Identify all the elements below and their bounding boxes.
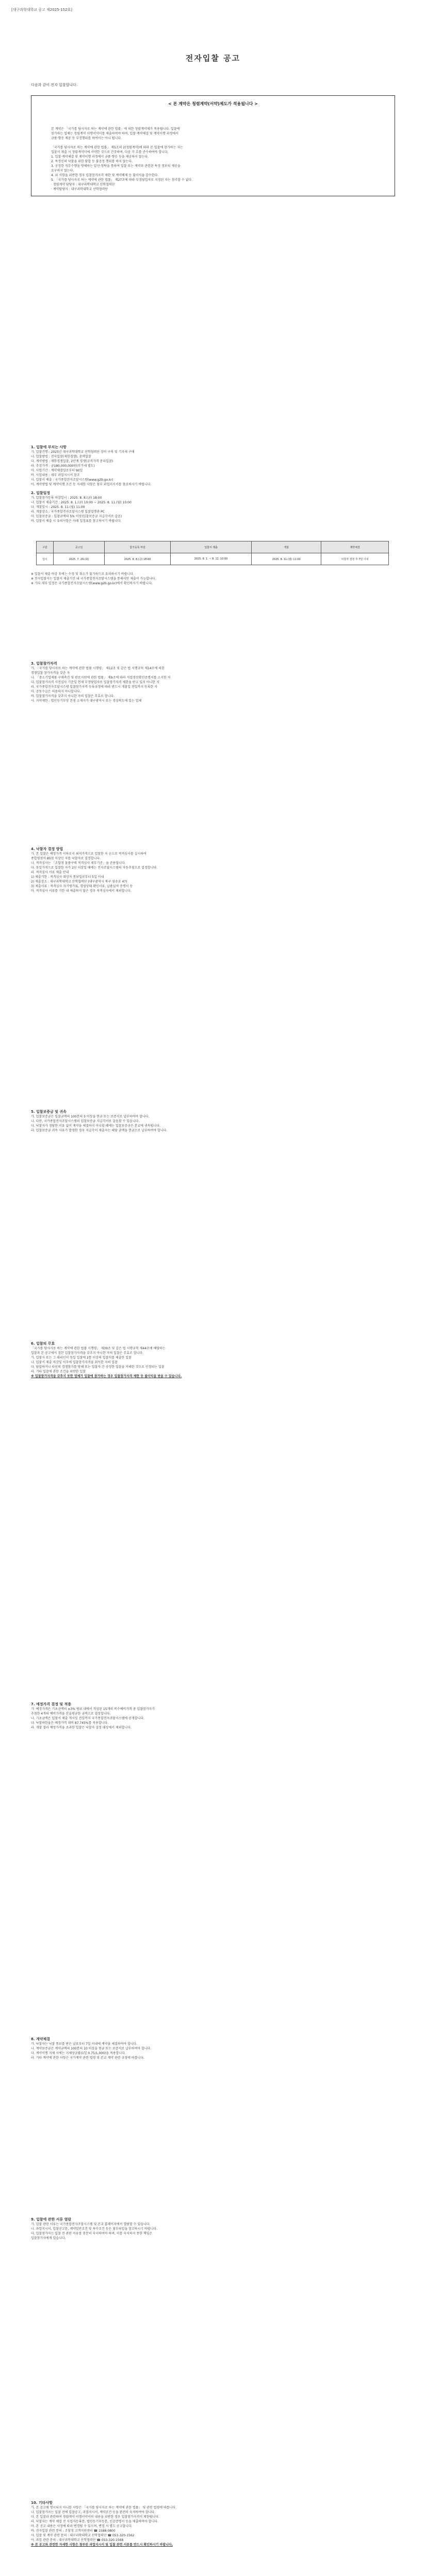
text-line: 나. 입찰방법 : 전자입찰(제한경쟁), 총액입찰 [31, 455, 91, 459]
text-line: 2) 제출장소 : 대구과학대학교 산학협력단 (대구광역시 북구 영송로 47) [31, 880, 127, 884]
text-line: 다. 계약이행 지체 시에는 지체상금률(1일 0.75/1,000)을 적용합니다. [31, 2052, 126, 2055]
text-line: ※ 전자입찰서는 입찰서 제출기간 내 국가종합전자조달시스템을 통해서만 제출이 가능합니다. [31, 577, 156, 581]
section-6-highlight: ※ 입찰참가자격을 갖추지 못한 업체가 입찰에 참가하는 경우 입찰참가자격 제한 등 불이익을 받을 수 있습니다. [31, 1375, 182, 1378]
table-row [37, 553, 389, 565]
text-line: 마. 본 공고 내용은 사정에 따라 변경될 수 있으며, 변경 시 별도 공고합니다. [31, 2524, 133, 2528]
text-line: 다. 낙찰하한율은 예정가격 대비 87.745%를 적용합니다. [31, 1721, 109, 1725]
text-line: 다. 개찰일시 : 2025. 8. 11.(월) 11:00 [31, 505, 85, 509]
text-line: 요구하지 않는다. [51, 169, 74, 173]
text-line: 다. 동일가격으로 입찰한 자가 2인 이상일 때에는 전자조달시스템의 자동추첨으로 결정합니다. [31, 866, 158, 870]
section-title: 7. 예정가격 결정 및 적용 [31, 1702, 72, 1706]
integrity-notice-box [31, 95, 395, 196]
text-line: 바. 전자입찰 관련 문의 : 조달청 고객지원센터 ☎ 1588-0800 [31, 2529, 116, 2533]
text-line: 나. 계약보증금은 계약금액의 100분의 10 이상을 현금 또는 보증서로 납부하여야 합니다. [31, 2047, 152, 2050]
text-line: 바. 입찰서 제출 시 유의사항은 아래 일정표를 참고하시기 바랍니다. [31, 519, 122, 523]
text-line: 라. 기타 계약에 관한 사항은 국가계약 관련 법령 및 본교 계약 관련 규정에 따릅니다. [31, 2056, 144, 2060]
table-cell: 2025. 8. 1. ~ 8. 11. 10:00 [171, 553, 252, 565]
text-line: 「국가를 당사자로 하는 계약에 관한 법률 시행령」 제39조 및 같은 법 시행규칙 제44조에 해당하는 [31, 1347, 166, 1350]
text-line: 5. 「국가를 당사자로 하는 계약에 관한 법률」 제27조에 따라 부정당업자로 지정된 자는 참가할 수 없다. [51, 178, 193, 182]
section-title: 5. 입찰보증금 및 귀속 [31, 1110, 67, 1114]
text-line: 나. 입찰서 제출 마감일 이후에 입찰참가자격을 취득한 자의 입찰 [31, 1361, 118, 1364]
section-title: 4. 낙찰자 결정 방법 [31, 847, 63, 851]
text-line: 추첨한 4개의 예비가격을 산술평균한 금액으로 결정합니다. [31, 1712, 111, 1716]
section-title: 2. 입찰일정 [31, 491, 51, 495]
text-line: 나. 입찰서 제출기간 : 2025. 8. 1.(금) 10:00 ~ 2025. 8. 11.(월) 10:00 [31, 501, 132, 504]
text-line: 다. 계약방법 : 제한경쟁입찰, 2단계 경쟁(규격가격 분리입찰) [31, 460, 113, 463]
text-line: 아. 과업 관련 문의 : 대구과학대학교 산학협력단 ☎ 053-320-1568 [31, 2538, 124, 2542]
table-cell: 2025. 7. 29.(화) [54, 553, 105, 565]
text-line: 사. 지역제한 : 법인등기부상 본점 소재지가 대구광역시 또는 경상북도에 있는 업체 [31, 699, 142, 703]
text-line: 라. 기타 입찰에 관한 조건을 위반한 입찰 [31, 1370, 86, 1374]
text-line: 라. 개찰장소 : 국가종합전자조달시스템 입찰집행관 PC [31, 510, 105, 514]
text-line: 가. 입찰건명 : 2025년 대구과학대학교 산학협력단 장비 구축 및 기자재 구매 [31, 450, 135, 454]
page-title: 전자입찰 공고 [185, 54, 241, 63]
text-line: 마. 입찰보증금 : 입찰금액의 5% 이상(입찰보증금 지급각서로 갈음) [31, 515, 122, 518]
text-line: 가. 입찰 관련 서류는 국가종합전자조달시스템 및 본교 홈페이지에서 열람할 수 있습니다. [31, 2223, 151, 2226]
text-line: 다. 입찰참가자는 입찰 전 관련 서류를 충분히 숙지하여야 하며, 이를 숙지하지 못한 책임은 [31, 2232, 153, 2235]
section-1 [31, 443, 395, 523]
text-line: 가. 입찰자 또는 그 대리인이 동일 입찰에 2통 이상의 입찰서를 제출한 입찰 [31, 1356, 132, 1360]
table-cell: 2025. 8. 11.(월) 11:00 [252, 553, 321, 565]
table-header-cell: 구분 [37, 541, 54, 553]
section-lines [31, 450, 395, 487]
section-3 [31, 659, 395, 703]
section-lines [31, 2042, 395, 2060]
text-line: 바. 사업내용 : 세부 과업지시서 참조 [31, 473, 80, 477]
text-line: 1. 입찰·계약체결 및 계약이행 과정에서 금품·향응 등을 제공하지 않는다. [51, 155, 149, 159]
table-header-cell: 공고일 [54, 541, 105, 553]
table-cell: 일시 [37, 553, 54, 565]
section-9 [31, 2215, 395, 2241]
text-line: 2. 특정인의 낙찰을 위한 담합 등 불공정 행위를 하지 않는다. [51, 160, 133, 163]
text-line: · 청렴계약 담당자 : 대구과학대학교 산학협력단 [51, 183, 115, 187]
text-line: 가. 낙찰자는 낙찰 통보를 받은 날로부터 7일 이내에 계약을 체결하여야 합니다. [31, 2042, 138, 2046]
section-6 [31, 1340, 395, 1379]
text-line: 마. 적격심사 서류를 기한 내 제출하지 않은 경우 적격심사에서 제외합니다. [31, 889, 132, 893]
text-line: 다. 담합하거나 타인의 경쟁참가를 방해 또는 입찰자 간 공정한 입찰을 저해한 것으로 인정되는 입찰 [31, 1365, 165, 1369]
text-line: 사. 입찰 및 계약 관련 문의 : 대구과학대학교 산학협력단 ☎ 053-320-1562 [31, 2534, 135, 2537]
section-10-highlight: ※ 본 공고와 관련한 자세한 사항은 첨부된 과업지시서 및 입찰 관련 서류를 반드시 확인하시기 바랍니다. [31, 2543, 173, 2547]
text-line: 라. 개찰 결과 예정가격을 초과한 입찰은 낙찰자 결정 대상에서 제외합니다. [31, 1726, 132, 1730]
section-7 [31, 1700, 395, 1730]
doc-number: [대구과학대학교 공고 제2025-152호] [11, 8, 72, 12]
text-line: ※ 입찰서 제출 마감 후에는 수정 및 취소가 불가하므로 유의하시기 바랍니다. [31, 572, 134, 576]
text-line: 「국가를 당사자로 하는 계약에 관한 법률」 제5조의 2(청렴계약)에 따라 본 입찰에 참가하는 자는 [51, 146, 183, 149]
text-line: 가. 「국가를 당사자로 하는 계약에 관한 법률 시행령」 제12조 및 같은 법 시행규칙 제14조에 의한 [31, 667, 165, 670]
table-cell: 2025. 8. 8.(금) 18:00 [105, 553, 171, 565]
text-line: 라. 낙찰자는 계약 체결 전 사업자등록증, 법인등기부등본, 인감증명서 등을 제출하여야 합니다. [31, 2520, 158, 2523]
text-line: 바. 입찰참가자격을 갖추지 아니한 자의 입찰은 무효로 합니다. [31, 694, 115, 698]
section-8 [31, 2035, 395, 2060]
text-line: 가. 입찰보증금은 입찰금액의 100분의 5 이상을 현금 또는 보증서로 납부하여야 합니다. [31, 1115, 150, 1118]
table-header-cell: 입찰서 제출 [171, 541, 252, 553]
text-line: 나. 적격심사는 「조달청 물품구매 적격심사 세부기준」을 준용합니다. [31, 861, 126, 865]
section-lines [31, 496, 395, 523]
notice-lines [51, 127, 376, 192]
text-line: 4. 위 사항을 위반한 경우 입찰참가자격 제한 및 계약해제 등 불이익을 감수한다. [51, 174, 159, 177]
section-lines [31, 852, 395, 893]
text-line: 금품·향응 제공 등 부정행위를 하여서는 아니 됩니다. [51, 137, 122, 140]
text-line: 입찰서 제출 시 청렴계약서에 서약한 것으로 간주하며, 다음 각 호를 준수하여야 합니다. [51, 150, 169, 154]
text-line: 라. 입찰보증금 귀속 사유가 발생한 경우 지급각서 제출자는 해당 금액을 현금으로 납부하여야 합니다. [31, 1129, 168, 1132]
text-line: 가. 예정가격은 기초금액의 ±3% 범위 내에서 작성된 15개의 복수예비가격 중 입찰참가자가 [31, 1707, 155, 1711]
section-lines [31, 1346, 395, 1374]
section-lines [31, 2505, 395, 2543]
text-line: 라. 추정가격 : 금180,000,000원(부가세 별도) [31, 464, 95, 468]
section-10 [31, 2499, 395, 2547]
text-line: 참가하는 업체는 청렴계약 이행서약서를 제출하여야 하며, 입찰·계약체결 및 계약이행 과정에서 [51, 132, 179, 135]
section-lines [31, 1707, 395, 1730]
section-title: 10. 기타사항 [31, 2501, 53, 2505]
section-lines [31, 572, 395, 586]
text-line: 입찰과 본 공고에서 정한 입찰참가자격을 갖추지 아니한 자의 입찰은 무효로 합니다. [31, 1351, 144, 1355]
section-lines [31, 2222, 395, 2241]
section-lines [31, 1114, 395, 1133]
text-line: 경쟁입찰 참가자격을 갖춘 자 [31, 671, 70, 675]
text-line: 다. 입찰참가자격 사전심사 기준일 현재 부정당업자로 입찰참가자격 제한을 받고 있지 아니한 자 [31, 681, 159, 684]
text-line: ※ 기타 세부 일정은 국가종합전자조달시스템(www.g2b.go.kr)에서 확인하시기 바랍니다. [31, 582, 153, 585]
text-line: 3) 제출서류 : 적격심사 자기평가표, 경영상태 확인서류, 납품실적 증명서 등 [31, 885, 133, 888]
text-line: 입찰참가자에게 있습니다. [31, 2236, 66, 2240]
section-lines [31, 666, 395, 703]
text-line: 종합평점이 85점 이상인 자를 낙찰자로 결정합니다. [31, 857, 101, 860]
table-cell: 낙찰자 결정 후 7일 이내 [321, 553, 389, 565]
text-line: 1) 제출기한 : 적격심사 대상자 통보일로부터 5일 이내 [31, 875, 104, 879]
text-line: 본 계약은 「국가를 당사자로 하는 계약에 관한 법률」에 의한 청렴계약제가 적용됩니다. 입찰에 [51, 127, 180, 131]
table-header-cell: 계약체결 [321, 541, 389, 553]
text-line: 나. 다만, 국가종합전자조달시스템의 입찰보증금 지급각서로 갈음할 수 있습니다. [31, 1120, 140, 1123]
notice-heading: < 본 계약은 청렴계약(서약)제도가 적용됩니다 > [168, 101, 258, 106]
text-line: 가. 본 입찰은 예정가격 이하로서 최저가격으로 입찰한 자 순으로 적격심사를 실시하여 [31, 852, 146, 856]
section-2b [31, 572, 395, 586]
subtitle: 다음과 같이 전자 입찰합니다. [31, 83, 78, 87]
text-line: 다. 낙찰자가 정당한 이유 없이 계약을 체결하지 아니할 때에는 입찰보증금은 본교에 귀속됩니다. [31, 1124, 160, 1128]
table-header-cell: 개찰 [252, 541, 321, 553]
text-line: 마. 공동수급은 허용하지 아니합니다. [31, 690, 81, 693]
text-line [51, 141, 376, 145]
table-header-row [37, 541, 389, 553]
section-title: 3. 입찰참가자격 [31, 662, 57, 666]
text-line: 나. 과업지시서, 입찰공고문, 계약일반조건 및 특수조건 등은 첨부파일을 참고하시기 바랍니다. [31, 2227, 158, 2231]
table-header-cell: 참가등록 마감 [105, 541, 171, 553]
text-line: 나. 입찰참가자는 입찰 전에 입찰공고, 과업지시서, 계약조건 등을 완전히 숙지하여야 합니다. [31, 2511, 156, 2514]
section-title: 1. 입찰에 부치는 사항 [31, 445, 67, 449]
schedule-table [36, 541, 389, 565]
text-line: 다. 본 입찰과 관련하여 청렴계약 이행서약서의 내용을 위반한 경우 입찰참가자격이 제한됩니다. [31, 2515, 159, 2519]
text-line: 3. 공정한 직무수행을 방해하는 알선·청탁을 통하여 입찰 또는 계약과 관련된 특정 정보의 제공을 [51, 164, 181, 168]
text-line: · 계약담당자 : 대구과학대학교 산학협력단 [51, 188, 108, 191]
text-line: 가. 본 공고에 명시되지 아니한 사항은 「국가를 당사자로 하는 계약에 관한 법률」 및 관련 법령에 따릅니다. [31, 2506, 177, 2510]
section-title: 9. 입찰에 관한 서류 열람 [31, 2217, 72, 2222]
text-line: 가. 입찰참가등록 마감일시 : 2025. 8. 8.(금) 18:00 [31, 496, 102, 500]
text-line: 나. 「중소기업제품 구매촉진 및 판로지원에 관한 법률」 제9조에 따라 직접생산확인증명서를 소지한 자 [31, 676, 171, 680]
text-line: 아. 계약방법 및 계약이행 조건 등 자세한 사항은 첨부 과업지시서를 참조하시기 바랍니다. [31, 483, 152, 486]
text-line: 나. 기초금액은 입찰서 제출 개시일 전일까지 국가종합전자조달시스템에 공개합니다. [31, 1717, 145, 1720]
text-line: 라. 적격심사 서류 제출 안내 [31, 871, 69, 874]
section-title: 8. 계약체결 [31, 2037, 51, 2041]
text-line: 사. 입찰서 제출 : 국가종합전자조달시스템(www.g2b.go.kr) [31, 478, 113, 482]
section-title: 6. 입찰의 무효 [31, 1342, 55, 1346]
text-line: 마. 사업기간 : 계약체결일로부터 90일 [31, 469, 83, 472]
section-5 [31, 1108, 395, 1133]
text-line: 라. 국가종합전자조달시스템 입찰참가자격 등록규정에 따라 반드시 개찰일 전일까지 등록한 자 [31, 685, 158, 689]
section-4 [31, 845, 395, 893]
